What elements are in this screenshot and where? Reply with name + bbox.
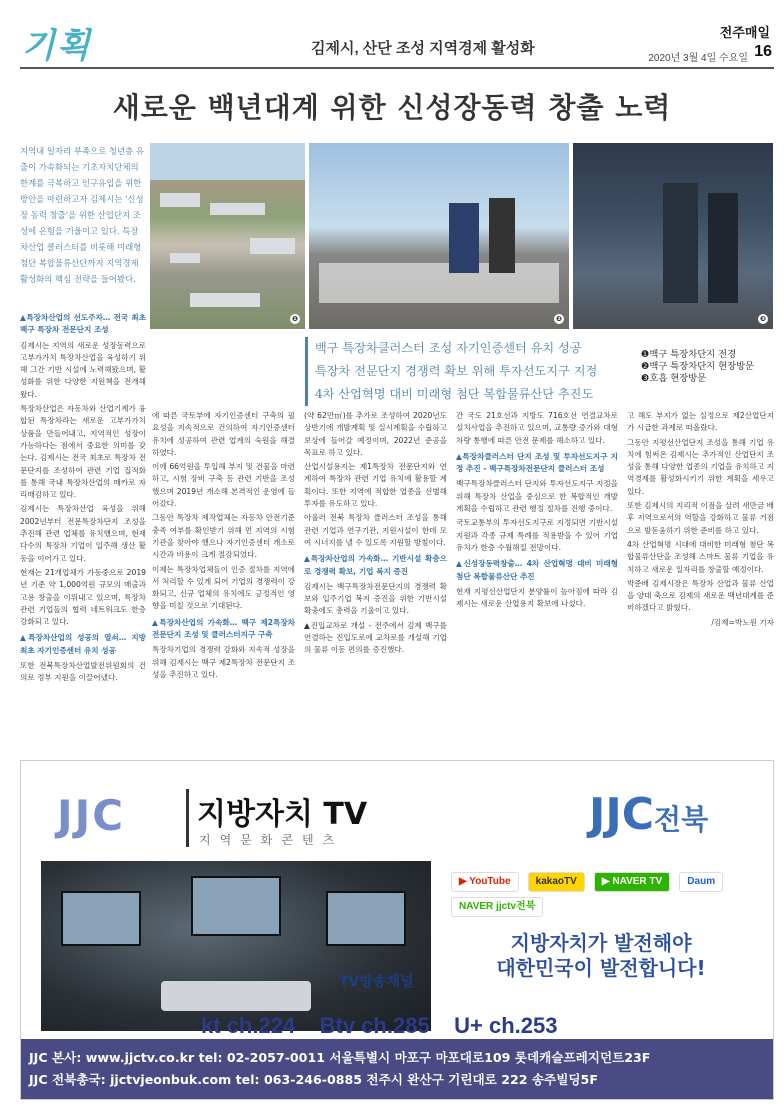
paragraph: 특장차산업은 자동차와 산업기계가 융합된 특장차라는 새로운 고부가가치 상품을 만들어내고, 지역적인 성장이 가능하다는 점에서 중요한 의미를 갖는다. 김제시는 전국 최초로 특장차 전문단지를 조성하여 관련 기업 집적화를 통해 국내 특장차산업의 메카로 자리매김하고 있다. (20, 404, 146, 500)
ad-tv-channel-label: TV방송채널 (339, 974, 414, 990)
paragraph: ▲진입교차로 개설 - 전주에서 김제 백구를 연결하는 진입도로에 교차로를 개설해 기업의 물류 이동 편의를 증진했다. (304, 620, 447, 655)
paragraph: 박준배 김제시장은 특장차 산업과 물류 산업을 양대 축으로 김제의 새로운 백년대계를 준비하겠다고 밝혔다. (627, 578, 774, 613)
ad-brand2-suffix: 전북 (654, 803, 709, 836)
paragraph: 에 따른 국토부에 자기인증센터 구축의 필요성을 지속적으로 건의하여 자기인증센터 유치에 성공하여 관련 업계의 숙원을 해결하였다. (152, 411, 295, 457)
subhead-1: 백구 특장차클러스터 조성 자기인증센터 유치 성공 (315, 341, 582, 355)
ad-slogan (446, 931, 756, 981)
lead-paragraph: 지역내 일자리 부족으로 청년층 유출이 가속화되는 기초자치단체의 한계를 극복하고 인구유입을 위한 방안을 마련하고자 김제시는 '신성장 동력 창출'을 위한 산업단지 조성에 온힘을 기울이고 있다. 특장차산업 클러스터를 비롯해 미래형 첨단 복합물류산단까지 지역경제 활성화의 핵심 전략을 들어봤다. (20, 146, 144, 284)
section-heading: ▲특장차산업의 가속화… 기반시설 확충으로 경쟁력 확보, 기업 복지 증진 (304, 554, 447, 576)
article-subheads (305, 337, 598, 406)
article-column-5 (627, 410, 774, 740)
section-heading: ▲특장차산업의 선도주자… 전국 최초 백구 특장차 전문단지 조성 (20, 313, 146, 335)
paragraph: (약 62만㎡)를 추가로 조성하여 2020년도 상반기에 개발계획 및 실시계획을 수립하고 보상에 들어갈 예정이며, 2022년 준공을 목표로 하고 있다. (304, 411, 447, 457)
header-rule (20, 67, 774, 69)
paragraph: 국토교통부의 투자선도지구로 지정되면 기반시설 지원과 각종 규제 특례를 적용받을 수 있어 기업 유치가 한층 수월해질 전망이다. (456, 518, 618, 552)
ad-brand-logo: JJC (57, 791, 126, 840)
paragraph: 4차 산업혁명 시대에 대비한 미래형 첨단 복합물류산단을 조성해 스마트 물류 기업을 유치하고 새로운 일자리를 창출할 예정이다. (627, 539, 774, 574)
platform-naver-link[interactable]: NAVER jjctv전북 (451, 897, 543, 917)
ad-slogan-line-1: 지방자치가 발전해야 (510, 931, 692, 955)
platform-daum-link[interactable]: Daum (679, 872, 723, 892)
caption-2: ❷백구 특장차단지 현장방문 (641, 361, 755, 372)
paragraph: 김제시는 지역의 새로운 성장동력으로 고부가가치 특장차산업을 육성하기 위해 그간 기반 시설에 노력해왔으며, 활성화를 위한 다양한 지원책을 전개해왔다. (20, 340, 146, 399)
channel-kt: kt ch.224 (201, 1013, 296, 1038)
paragraph: 이제는 특장차업체들이 인증 절차를 지역에서 처리할 수 있게 되어 기업의 경쟁력이 강화되고, 신규 업체의 유치에도 긍정적인 영향을 미칠 것으로 기대된다. (152, 564, 295, 611)
paragraph: 현재는 21개업체가 가동중으로 2019년 기준 약 1,000억원 규모의 매출과 고용 창출을 이뤄내고 있으며, 특장차 관련 기업들의 협력 네트워크도 한층 강화되고 있다. (20, 567, 146, 627)
ad-contact-jeonbuk: JJC 전북총국: jjctvjeonbuk.com tel: 063-246-0885 전주시 완산구 기린대로 222 송주빌딩5F (29, 1072, 598, 1087)
paragraph: 현재 지평선산업단지 분양률이 높아짐에 따라 김제시는 새로운 산업용지 확보에 나섰다. (456, 586, 618, 609)
article-column-1 (20, 308, 146, 738)
caption-1: ❶백구 특장차단지 전경 (641, 349, 737, 360)
paragraph: 고 해도 부지가 없는 실정으로 제2산업단지가 시급한 과제로 떠올랐다. (627, 411, 774, 433)
ad-platform-list (449, 869, 759, 919)
page-topic: 김제시, 산단 조성 지역경제 활성화 (311, 40, 535, 57)
paragraph: 김제시는 특장차산업 육성을 위해 2002년부터 전문특장차단지 조성을 추진해 관련 업체를 유치했으며, 현재 다수의 특장차 기업이 입주해 생산 활동을 이어가고 있다. (20, 504, 146, 563)
section-heading: ▲특장차산업의 성공의 열쇠… 지방 최초 자기인증센터 유치 성공 (20, 633, 146, 655)
photo-site-visit-chamber (573, 143, 773, 329)
page-header (0, 0, 784, 70)
ad-channel-list (201, 1013, 761, 1039)
ad-brand2-logo (589, 789, 708, 840)
ad-divider (186, 789, 189, 847)
paragraph: 특장차기업의 경쟁력 강화와 지속적 성장을 위해 김제시는 백구 제2특장차 전문단지 조성을 추진하고 있다. (152, 645, 295, 679)
paragraph: 그동안 지평선산업단지 조성을 통해 기업 유치에 힘써온 김제시는 추가적인 산업단지 조성을 통해 다양한 업종의 기업을 유치하고 지역경제를 활성화시키기 위한 계획을 세우고 있다. (627, 437, 774, 496)
byline: /김제=박노원 기자 (711, 617, 774, 627)
paragraph: 백구특장차클러스터 단지와 투자선도지구 지정을 위해 특장차 산업을 중심으로 한 복합적인 개발 계획을 수립하고 관련 행정 절차를 진행 중이다. (456, 479, 618, 514)
paragraph: 그동안 특장차 제작업체는 자동차 안전기준 충족 여부를 확인받기 위해 먼 지역의 시험기관을 찾아야 했으나 자기인증센터 개소로 시간과 비용이 크게 절감되었다. (152, 513, 295, 560)
subhead-2: 특장차 전문단지 경쟁력 확보 위해 투자선도지구 지정 (315, 364, 598, 378)
paragraph: 또한 김제시의 지리적 이점을 살려 새만금 배후 지역으로서의 역할을 강화하고 물류 거점으로 발돋움하기 위한 준비를 하고 있다. (627, 501, 774, 535)
newspaper-name: 전주매일 (719, 25, 770, 40)
platform-youtube-link[interactable]: ▶ YouTube (451, 872, 519, 892)
ad-studio-image (41, 861, 431, 1031)
paragraph: 김제시는 백구특장차전문단지의 경쟁력 확보와 입주기업 복지 증진을 위한 기반시설 확충에도 총력을 기울이고 있다. (304, 581, 447, 616)
paragraph: 산업시설용지는 제1특장차 전문단지와 연계하여 특장차 관련 기업 유치에 활용할 계획이다. 또한 지역에 적합한 업종을 선별해 투자를 유도하고 있다. (304, 462, 447, 509)
paragraph: 간 국도 21호선과 지방도 716호선 연결교차로 설치사업을 추진하고 있으며, 교통량 증가와 대형 차량 통행에 따른 안전 문제를 해소하고 있다. (456, 411, 618, 445)
ad-slogan-line-2: 대한민국이 발전합니다! (496, 956, 706, 980)
ad-contact-hq: JJC 본사: www.jjctv.co.kr tel: 02-2057-0011 서울특별시 마포구 마포대로109 롯데캐슬프레지던트23F (29, 1050, 651, 1065)
headline: 새로운 백년대계 위한 신성장동력 창출 노력 (112, 91, 672, 124)
paragraph: 또한 전북특장차산업발전위원회의 건의로 정부 지원을 이끌어냈다. (20, 661, 146, 683)
platform-navertv-link[interactable]: ▶ NAVER TV (594, 872, 670, 892)
section-logo: 기획 (22, 26, 92, 66)
article-column-3 (304, 410, 447, 740)
photo-industrial-complex-aerial (150, 143, 305, 329)
section-heading: ▲특장차클러스터 단지 조성 및 투자선도지구 지정 추진 - 백구특장차전문단지 클러스터 조성 (456, 451, 618, 474)
ad-subtitle: 지역문화콘텐츠 (199, 833, 344, 847)
ad-brand2-text: JJC (589, 789, 655, 840)
advertisement-jjc-tv[interactable] (20, 760, 774, 1100)
section-heading: ▲특장차산업의 가속화… 백구 제2특장차 전문단지 조성 및 클러스터지구 구축 (152, 617, 295, 640)
photo-badge-3: ❸ (758, 314, 768, 324)
paragraph: 아울러 전북 특장차 클러스터 조성을 통해 관련 기업과 연구기관, 지원시설이 한데 모여 시너지를 낼 수 있도록 지원할 방침이다. (304, 513, 447, 547)
publication-date: 2020년 3월 4일 수요일 (648, 53, 748, 64)
photo-badge-2: ❷ (554, 314, 564, 324)
article-column-2 (152, 410, 295, 740)
subhead-3: 4차 산업혁명 대비 미래형 첨단 복합물류산단 추진도 (315, 387, 594, 401)
platform-kakaotv-link[interactable]: kakaoTV (528, 872, 585, 892)
photo-site-visit-factory (309, 143, 569, 329)
channel-btv: Btv ch.285 (319, 1013, 430, 1038)
photo-captions (641, 349, 776, 385)
photo-badge-1: ❶ (290, 314, 300, 324)
section-heading: ▲신성장동력창출… 4차 산업혁명 대비 미래형 첨단 복합물류산단 추진 (456, 559, 618, 581)
ad-title: 지방자치 TV (197, 797, 368, 832)
channel-uplus: U+ ch.253 (454, 1013, 558, 1038)
ad-contact-footer (21, 1039, 774, 1099)
paragraph: 이에 66억원을 투입해 부지 및 건물을 마련하고, 시험 장비 구축 등 관련 기반을 조성했으며 2019년 개소해 본격적인 운영에 들어갔다. (152, 462, 295, 509)
article-column-4 (456, 410, 618, 740)
page-number: 16 (754, 43, 772, 60)
caption-3: ❸호흡 현장방문 (641, 373, 707, 384)
